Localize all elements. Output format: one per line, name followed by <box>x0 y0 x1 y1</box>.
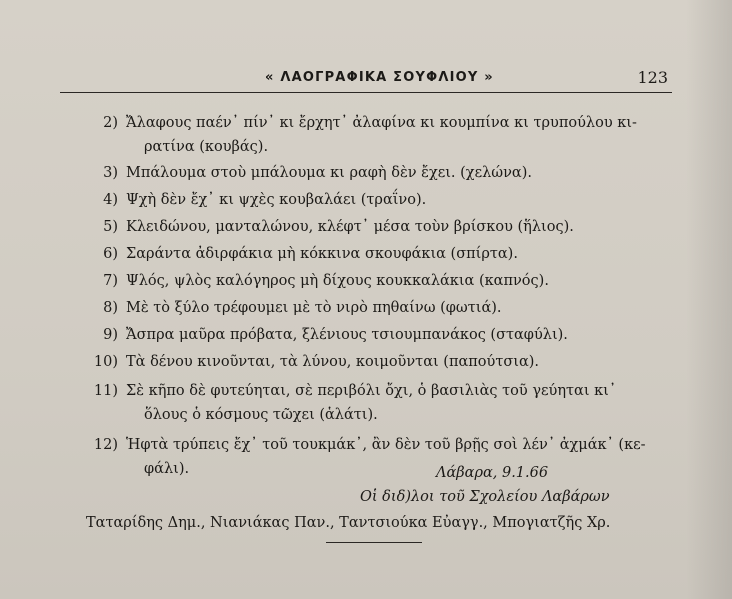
page-number: 123 <box>637 68 668 87</box>
riddle-text-cont: φάλι). <box>144 461 190 477</box>
riddle-text: Ψχὴ δὲν ἔχ᾽ κι ψχὲς κουβαλάει (τραΐνο). <box>126 192 427 208</box>
riddle-number: 8) <box>103 300 118 316</box>
riddle-number: 12) <box>93 437 118 453</box>
riddle-number: 10) <box>93 354 118 370</box>
riddle-number: 7) <box>103 273 118 289</box>
riddle-text: Τὰ δένου κινοῦνται, τὰ λύνου, κοιμοῦνται (παπούτσια). <box>126 354 540 370</box>
place-date: Λάβαρα, 9.1.66 <box>436 465 549 481</box>
riddle-text: Μὲ τὸ ξύλο τρέφουμει μὲ τὸ νιρὸ πηθαίνω (φωτιά). <box>126 300 502 316</box>
riddle-text: Κλειδώνου, μανταλώνου, κλέφτ᾽ μέσα τοὺν βρίσκου (ἥλιος). <box>126 219 574 235</box>
riddle-text: Ἡφτὰ τρύπεις ἔχ᾽ τοῦ τουκμάκ᾽, ἂν δὲν τοῦ βρῇς σοὶ λέν᾽ ἀχμάκ᾽ (κε- <box>126 437 646 453</box>
header-title: « ΛΑΟΓΡΑΦΙΚΑ ΣΟΥΦΛΙΟΥ » <box>265 70 494 85</box>
riddle-number: 6) <box>103 246 118 262</box>
end-rule <box>326 542 422 543</box>
riddle-text: Ἄσπρα μαῦρα πρόβατα, ξλένιους τσιουμπανάκος (σταφύλι). <box>126 327 568 343</box>
riddle-text-cont: ρατίνα (κουβάς). <box>144 139 269 155</box>
riddle-number: 11) <box>93 383 118 399</box>
running-header <box>60 68 672 93</box>
riddle-text: Σαράντα ἀδιρφάκια μὴ κόκκινα σκουφάκια (σπίρτα). <box>126 246 518 262</box>
riddle-text: Σὲ κῆπο δὲ φυτεύηται, σὲ περιβόλι ὄχι, ὁ βασιλιὰς τοῦ γεύηται κι᾽ <box>126 383 617 399</box>
riddle-text: Μπάλουμα στοὺ μπάλουμα κι ραφὴ δὲν ἔχει. (χελώνα). <box>126 165 532 181</box>
riddle-number: 4) <box>103 192 118 208</box>
riddle-number: 3) <box>103 165 118 181</box>
page-edge-shadow <box>686 0 732 599</box>
riddle-number: 2) <box>103 115 118 131</box>
riddle-number: 5) <box>103 219 118 235</box>
riddle-text: Ψλός, ψλὸς καλόγηρος μὴ δίχους κουκκαλάκια (καπνός). <box>126 273 549 289</box>
signer-names: Ταταρίδης Δημ., Νιανιάκας Παν., Ταντσιούκα Εὐαγγ., Μπογιατζῆς Χρ. <box>86 515 611 531</box>
riddle-text: Ἄλαφους παέν᾽ πίν᾽ κι ἔρχητ᾽ ἀλαφίνα κι κουμπίνα κι τρυπούλου κι- <box>126 115 637 131</box>
riddle-number: 9) <box>103 327 118 343</box>
riddle-text-cont: ὅλους ὁ κόσμους τῶχει (ἁλάτι). <box>144 407 378 423</box>
signers-line: Οἱ διδ)λοι τοῦ Σχολείου Λαβάρων <box>360 489 610 505</box>
